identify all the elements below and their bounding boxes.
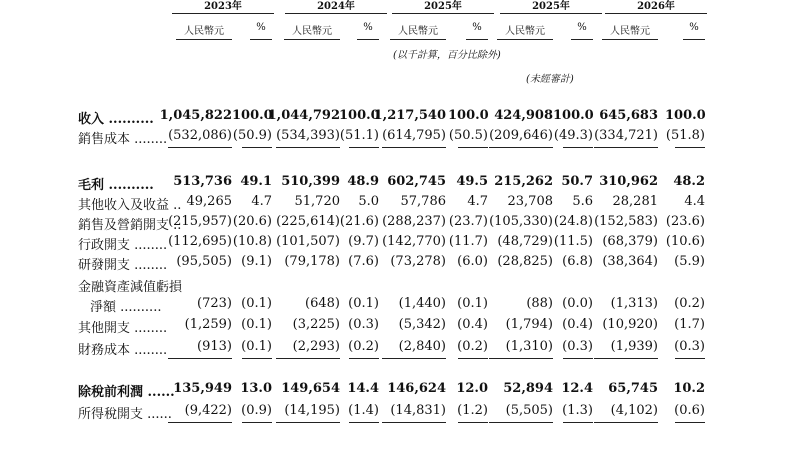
row-label: 所得稅開支 ...... [78,407,172,422]
subtotal-rule [382,422,446,423]
percent-cell: (50.5) [448,128,488,143]
percent-cell: 12.4 [561,381,593,396]
percent-cell: 100.0 [232,108,273,123]
subtotal-rule [489,422,553,423]
subtotal-rule [675,147,705,148]
subtotal-rule [489,147,553,148]
percent-cell: (0.1) [241,317,272,332]
percent-cell: 100.0 [448,108,489,123]
amount-cell: (1,259) [184,317,232,332]
amount-cell: 513,736 [173,174,232,189]
subtotal-rule [563,422,593,423]
percent-cell: 5.6 [572,194,593,209]
amount-cell: (1,440) [398,296,446,311]
subtotal-rule [242,358,272,359]
percent-unit: % [472,22,482,33]
percent-cell: (0.3) [674,339,705,354]
amount-cell: 602,745 [387,174,446,189]
amount-cell: 215,262 [494,174,553,189]
percent-cell: (0.6) [674,403,705,418]
amount-cell: 149,654 [281,381,340,396]
amount-cell: (28,825) [497,254,553,269]
amount-cell: 52,894 [503,381,553,396]
percent-cell: (9.7) [348,234,379,249]
percent-cell: (49.3) [553,128,593,143]
year-header: 2026年 [637,1,675,12]
percent-cell: (0.4) [562,317,593,332]
percent-cell: (0.1) [348,296,379,311]
year-header: 2023年 [204,1,242,12]
percent-cell: (0.1) [241,339,272,354]
amount-cell: 135,949 [173,381,232,396]
percent-cell: 5.0 [358,194,379,209]
percent-cell: (1.2) [457,403,488,418]
percent-unit: % [577,22,587,33]
amount-cell: (88) [526,296,553,311]
percent-cell: 4.7 [467,194,488,209]
subtotal-rule [349,358,379,359]
percent-cell: (1.7) [674,317,705,332]
amount-cell: 1,217,540 [373,108,446,123]
currency-rule [602,39,658,40]
currency-unit: 人民幣元 [610,26,650,37]
amount-cell: (1,794) [505,317,553,332]
amount-cell: (14,831) [390,403,446,418]
subtotal-rule [168,147,232,148]
amount-cell: (2,293) [292,339,340,354]
amount-cell: (73,278) [390,254,446,269]
amount-cell: (68,379) [602,234,658,249]
percent-rule [357,39,379,40]
percent-cell: (0.4) [457,317,488,332]
percent-cell: (0.3) [348,317,379,332]
amount-cell: (79,178) [284,254,340,269]
percent-cell: (21.6) [339,214,379,229]
subtotal-rule [276,358,340,359]
row-label: 財務成本 ........ [78,343,168,358]
amount-cell: (723) [197,296,232,311]
amount-cell: 51,720 [294,194,340,209]
subtotal-rule [382,147,446,148]
percent-cell: (6.8) [562,254,593,269]
amount-cell: 146,624 [387,381,446,396]
subtotal-rule [168,422,232,423]
currency-rule [497,39,553,40]
amount-cell: 310,962 [599,174,658,189]
percent-cell: (23.6) [665,214,705,229]
percent-rule [683,39,705,40]
amount-cell: 65,745 [608,381,658,396]
amount-cell: (101,507) [276,234,340,249]
percent-cell: (9.1) [241,254,272,269]
currency-unit: 人民幣元 [505,26,545,37]
amount-cell: (334,721) [594,128,658,143]
amount-cell: (913) [197,339,232,354]
amount-cell: (534,393) [276,128,340,143]
percent-cell: (0.2) [674,296,705,311]
row-label: 淨額 .......... [90,300,162,315]
percent-cell: (23.7) [448,214,488,229]
percent-cell: 12.0 [456,381,488,396]
row-label: 其他開支 ........ [78,321,168,336]
amount-cell: (288,237) [382,214,446,229]
amount-cell: 1,045,822 [159,108,232,123]
percent-cell: 100.0 [665,108,706,123]
subtotal-rule [675,358,705,359]
percent-cell: (0.2) [457,339,488,354]
currency-rule [176,39,232,40]
row-label: 研發開支 ........ [78,258,168,273]
amount-cell: 1,044,792 [267,108,340,123]
amount-cell: (1,313) [610,296,658,311]
year-header-rule [172,13,274,14]
subtotal-rule [242,422,272,423]
subtotal-rule [594,422,658,423]
row-label: 除稅前利潤 ...... [78,385,175,400]
currency-rule [284,39,340,40]
subtotal-rule [563,358,593,359]
amount-cell: (2,840) [398,339,446,354]
currency-unit: 人民幣元 [398,26,438,37]
amount-cell: (5,342) [398,317,446,332]
currency-unit: 人民幣元 [292,26,332,37]
percent-unit: % [256,22,266,33]
currency-rule [390,39,446,40]
percent-cell: 13.0 [240,381,272,396]
percent-cell: (51.8) [665,128,705,143]
percent-cell: 100.0 [339,108,380,123]
percent-cell: (51.1) [339,128,379,143]
amount-cell: 49,265 [186,194,232,209]
percent-cell: (24.8) [553,214,593,229]
amount-cell: (48,729) [497,234,553,249]
row-label: 其他收入及收益 .. [78,198,182,213]
subtotal-rule [489,358,553,359]
row-label: 行政開支 ........ [78,238,168,253]
amount-cell: (5,505) [505,403,553,418]
subtotal-rule [168,358,232,359]
currency-unit: 人民幣元 [184,26,224,37]
amount-cell: (1,939) [610,339,658,354]
amount-cell: (14,195) [284,403,340,418]
subtotal-rule [276,147,340,148]
percent-cell: (50.9) [232,128,272,143]
percent-cell: 50.7 [561,174,593,189]
year-header: 2024年 [317,1,355,12]
amount-cell: 57,786 [400,194,446,209]
subtotal-rule [594,147,658,148]
amount-cell: (38,364) [602,254,658,269]
percent-cell: 4.4 [684,194,705,209]
note-thousands: (以千計算，百分比除外) [393,50,501,61]
percent-cell: (5.9) [674,254,705,269]
percent-cell: (0.9) [241,403,272,418]
amount-cell: (95,505) [176,254,232,269]
subtotal-rule [382,358,446,359]
percent-cell: (10.6) [665,234,705,249]
percent-cell: 48.9 [347,174,379,189]
percent-cell: (0.0) [562,296,593,311]
percent-cell: 14.4 [347,381,379,396]
percent-cell: (0.2) [348,339,379,354]
percent-cell: 48.2 [673,174,705,189]
percent-cell: (11.7) [448,234,488,249]
amount-cell: (105,330) [489,214,553,229]
percent-cell: (6.0) [457,254,488,269]
row-label: 銷售成本 ........ [78,132,168,147]
percent-cell: (20.6) [232,214,272,229]
percent-rule [571,39,593,40]
amount-cell: (209,646) [489,128,553,143]
amount-cell: (1,310) [505,339,553,354]
percent-cell: (0.3) [562,339,593,354]
percent-cell: 100.0 [553,108,594,123]
subtotal-rule [563,147,593,148]
row-label: 毛利 .......... [78,178,154,193]
amount-cell: (614,795) [382,128,446,143]
percent-cell: 10.2 [673,381,705,396]
percent-cell: (1.4) [348,403,379,418]
subtotal-rule [458,147,488,148]
amount-cell: (10,920) [602,317,658,332]
amount-cell: (225,614) [276,214,340,229]
note-unaudited: (未經審計) [526,74,574,85]
subtotal-rule [276,422,340,423]
amount-cell: (3,225) [292,317,340,332]
year-header-rule [392,13,494,14]
year-header-rule [605,13,707,14]
percent-cell: 49.5 [456,174,488,189]
year-header: 2025年 [424,1,462,12]
amount-cell: 510,399 [281,174,340,189]
percent-cell: (7.6) [348,254,379,269]
percent-unit: % [689,22,699,33]
amount-cell: (215,957) [168,214,232,229]
amount-cell: (152,583) [594,214,658,229]
amount-cell: 23,708 [507,194,553,209]
amount-cell: 28,281 [612,194,658,209]
row-label: 金融資產減值虧損 [78,280,183,295]
amount-cell: 424,908 [494,108,553,123]
subtotal-rule [594,358,658,359]
percent-rule [466,39,488,40]
amount-cell: (648) [305,296,340,311]
row-label: 收入 .......... [78,112,154,127]
percent-cell: (0.1) [241,296,272,311]
percent-cell: (0.1) [457,296,488,311]
percent-cell: (10.8) [232,234,272,249]
percent-cell: (1.3) [562,403,593,418]
amount-cell: (4,102) [610,403,658,418]
subtotal-rule [675,422,705,423]
subtotal-rule [349,422,379,423]
subtotal-rule [458,422,488,423]
percent-cell: 4.7 [251,194,272,209]
subtotal-rule [242,147,272,148]
subtotal-rule [458,358,488,359]
percent-unit: % [363,22,373,33]
amount-cell: (142,770) [382,234,446,249]
year-header-rule [500,13,602,14]
percent-cell: (11.5) [553,234,593,249]
percent-cell: 49.1 [240,174,272,189]
amount-cell: (9,422) [184,403,232,418]
amount-cell: (112,695) [168,234,232,249]
year-header: 2025年 [532,1,570,12]
amount-cell: (532,086) [168,128,232,143]
row-label: 銷售及營銷開支 .. [78,218,182,233]
subtotal-rule [349,147,379,148]
amount-cell: 645,683 [599,108,658,123]
percent-rule [250,39,272,40]
year-header-rule [285,13,387,14]
